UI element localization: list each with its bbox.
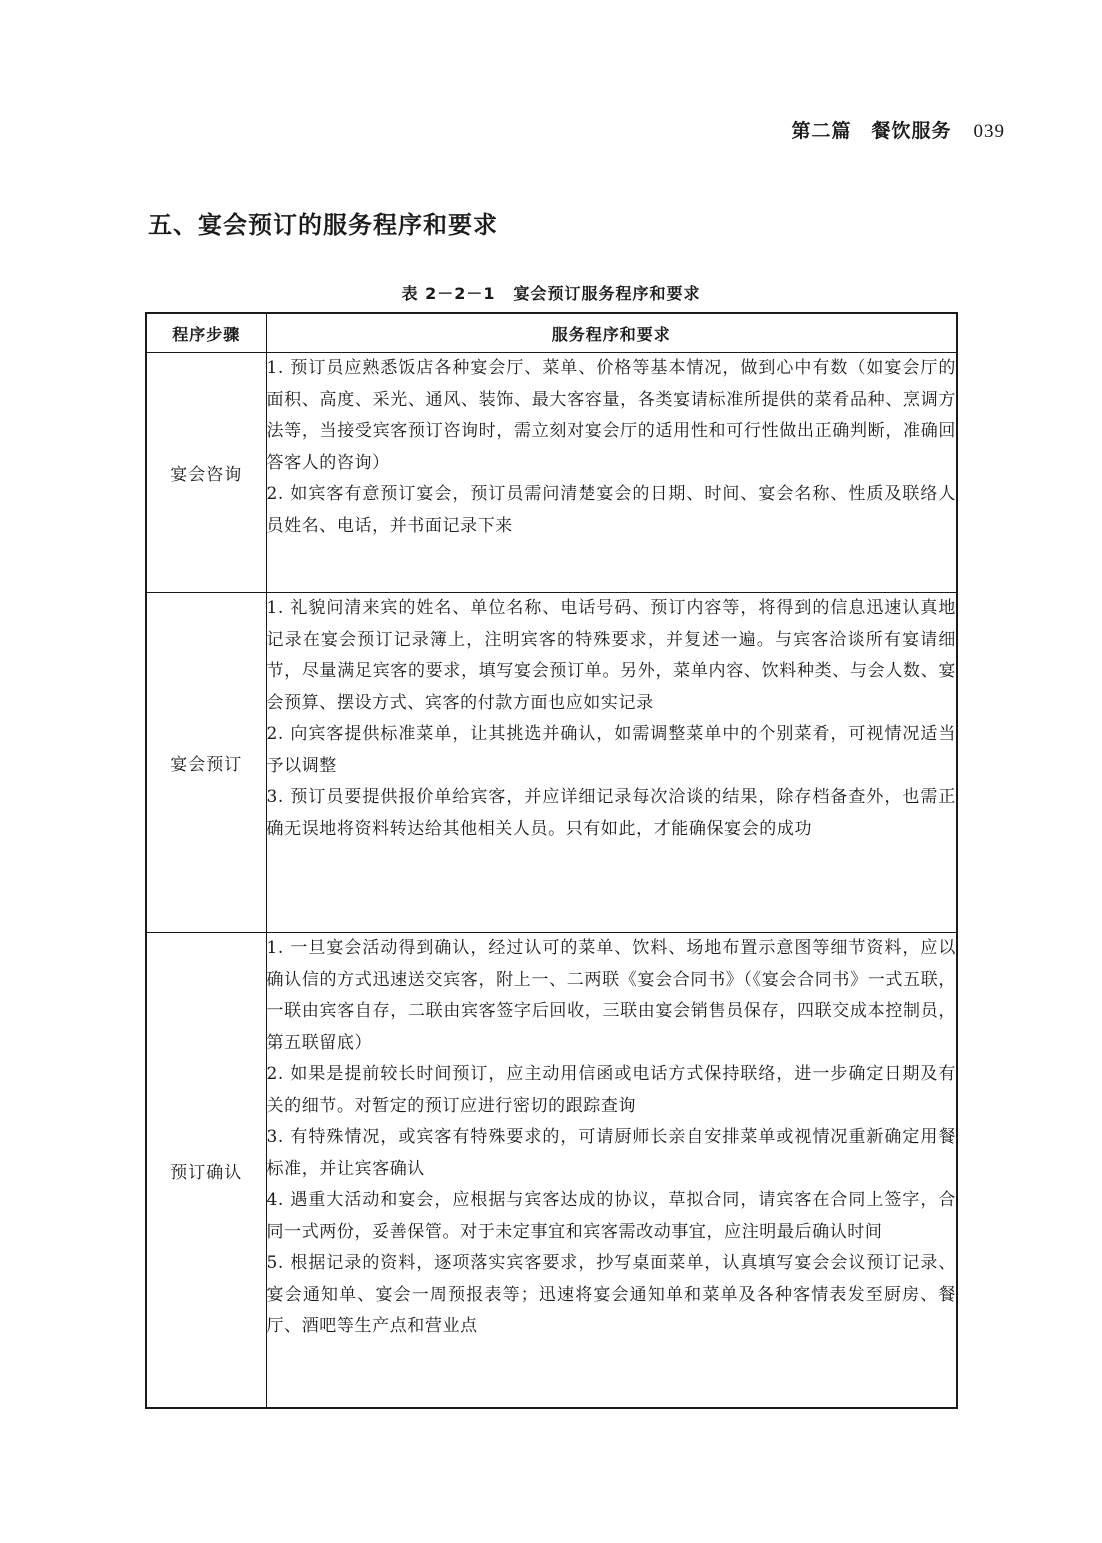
running-header [791, 116, 1005, 143]
step-cell: 宴会预订 [146, 593, 266, 933]
requirement-item: 3. 有特殊情况，或宾客有特殊要求的，可请厨师长亲自安排菜单或视情况重新确定用餐标准，并让宾客确认 [266, 1127, 956, 1179]
table-caption-number: 表 2－2－1 [401, 284, 496, 303]
requirements-cell [266, 593, 957, 933]
requirement-item: 2. 如宾客有意预订宴会，预订员需问清楚宴会的日期、时间、宴会名称、性质及联络人员姓名、电话，并书面记录下来 [266, 484, 956, 536]
column-header-requirements: 服务程序和要求 [266, 313, 957, 353]
step-cell: 宴会咨询 [146, 353, 266, 593]
requirement-item: 2. 如果是提前较长时间预订，应主动用信函或电话方式保持联络，进一步确定日期及有关的细节。对暂定的预订应进行密切的跟踪查询 [266, 1064, 956, 1116]
requirement-item: 1. 礼貌问清来宾的姓名、单位名称、电话号码、预订内容等，将得到的信息迅速认真地记录在宴会预订记录簿上，注明宾客的特殊要求，并复述一遍。与宾客洽谈所有宴请细节，尽量满足宾客的要求，填写宴会预订单。另外，菜单内容、饮料种类、与会人数、宴会预算、摆设方式、宾客的付款方面也应如实记录 [266, 598, 956, 713]
page-number: 039 [973, 121, 1005, 142]
table-caption-title: 宴会预订服务程序和要求 [513, 284, 701, 303]
table-header-row [146, 313, 957, 353]
column-header-step: 程序步骤 [146, 313, 266, 353]
requirement-item: 1. 预订员应熟悉饭店各种宴会厅、菜单、价格等基本情况，做到心中有数（如宴会厅的面积、高度、采光、通风、装饰、最大客容量，各类宴请标准所提供的菜肴品种、烹调方法等，当接受宾客预订咨询时，需立刻对宴会厅的适用性和可行性做出正确判断，准确回答客人的咨询） [266, 358, 956, 473]
table-row [146, 933, 957, 1409]
table-row [146, 353, 957, 593]
requirement-item: 3. 预订员要提供报价单给宾客，并应详细记录每次洽谈的结果，除存档备查外，也需正确无误地将资料转达给其他相关人员。只有如此，才能确保宴会的成功 [266, 787, 956, 839]
section-title: 五、宴会预订的服务程序和要求 [148, 211, 498, 239]
service-procedure-table [145, 312, 958, 1409]
requirements-cell [266, 933, 957, 1409]
table-caption [0, 281, 1102, 304]
step-cell: 预订确认 [146, 933, 266, 1409]
table-row [146, 593, 957, 933]
requirement-item: 4. 遇重大活动和宴会，应根据与宾客达成的协议，草拟合同，请宾客在合同上签字，合同一式两份，妥善保管。对于未定事宜和宾客需改动事宜，应注明最后确认时间 [266, 1190, 956, 1242]
requirement-item: 1. 一旦宴会活动得到确认，经过认可的菜单、饮料、场地布置示意图等细节资料，应以确认信的方式迅速送交宾客，附上一、二两联《宴会合同书》（《宴会合同书》一式五联，一联由宾客自存，二联由宾客签字后回收，三联由宴会销售员保存，四联交成本控制员，第五联留底） [266, 938, 956, 1053]
requirement-item: 2. 向宾客提供标准菜单，让其挑选并确认，如需调整菜单中的个别菜肴，可视情况适当予以调整 [266, 724, 956, 776]
chapter-title: 第二篇 餐饮服务 [791, 120, 952, 142]
requirements-cell [266, 353, 957, 593]
requirement-item: 5. 根据记录的资料，逐项落实宾客要求，抄写桌面菜单，认真填写宴会会议预订记录、宴会通知单、宴会一周预报表等；迅速将宴会通知单和菜单及各种客情表发至厨房、餐厅、酒吧等生产点和营业点 [266, 1253, 956, 1336]
